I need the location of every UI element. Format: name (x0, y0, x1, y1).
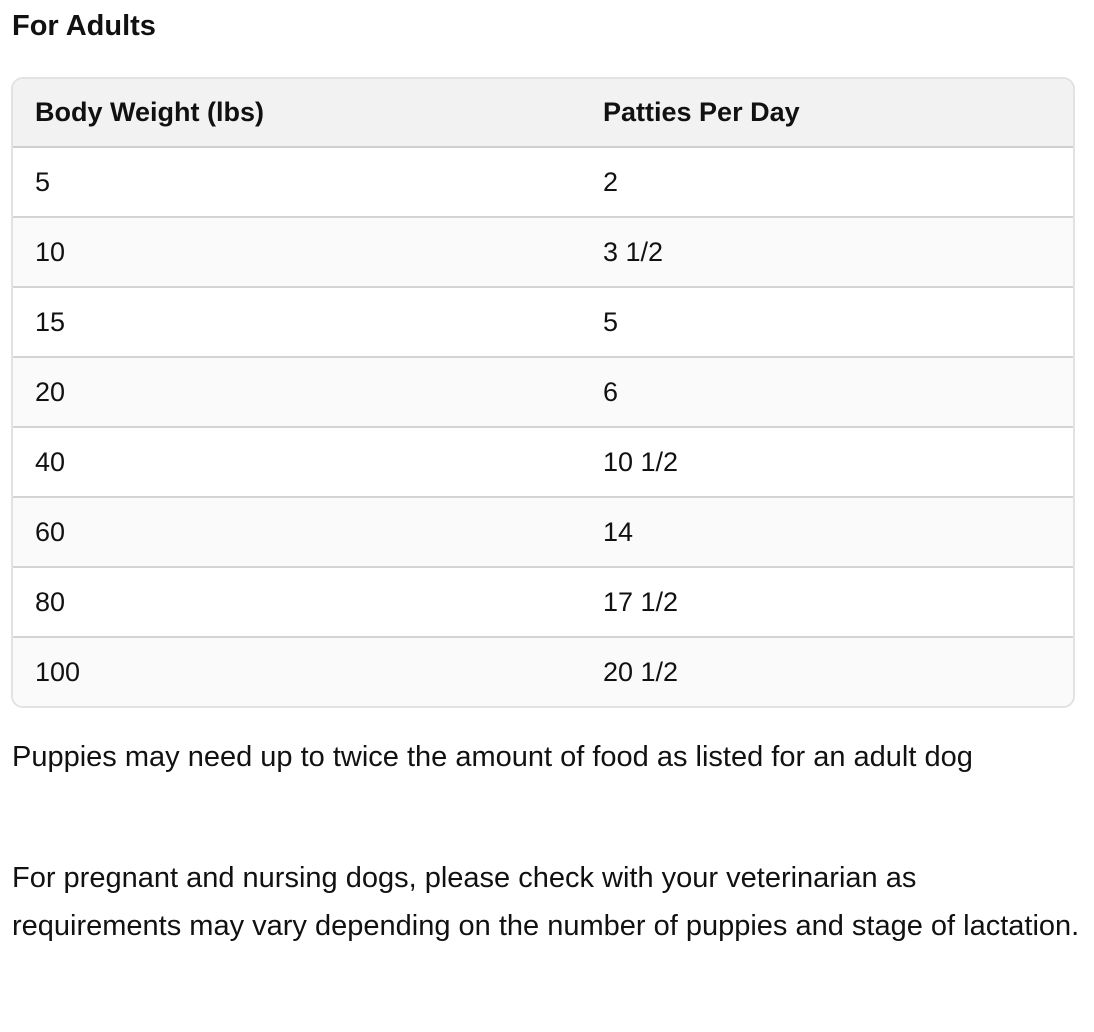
column-header-body-weight: Body Weight (lbs) (13, 79, 581, 147)
table-header-row (13, 79, 1073, 147)
table-row (13, 567, 1073, 637)
patties-cell: 10 1/2 (581, 427, 1073, 497)
body-weight-cell: 15 (13, 287, 581, 357)
section-title: For Adults (12, 10, 156, 42)
table-row (13, 287, 1073, 357)
table-row (13, 497, 1073, 567)
patties-cell: 6 (581, 357, 1073, 427)
puppies-note: Puppies may need up to twice the amount of food as listed for an adult dog (12, 741, 973, 773)
patties-cell: 3 1/2 (581, 217, 1073, 287)
table-row (13, 637, 1073, 706)
body-weight-cell: 100 (35, 656, 81, 687)
body-weight-cell: 60 (13, 497, 581, 567)
table-row (13, 147, 1073, 217)
body-weight-cell: 40 (13, 427, 581, 497)
body-weight-cell: 5 (13, 147, 581, 217)
patties-cell: 2 (581, 147, 1073, 217)
patties-cell: 5 (581, 287, 1073, 357)
feeding-table (11, 77, 1075, 708)
table-row (13, 217, 1073, 287)
table-row (13, 357, 1073, 427)
body-weight-cell: 10 (13, 217, 581, 287)
pregnant-nursing-note: For pregnant and nursing dogs, please check with your veterinarian as requirements may vary depending on the number of puppies and stage of lactation. (12, 862, 1080, 942)
body-weight-cell: 20 (13, 357, 581, 427)
patties-cell: 20 1/2 (603, 656, 679, 687)
table-row (13, 427, 1073, 497)
patties-cell: 17 1/2 (581, 567, 1073, 637)
patties-cell: 14 (581, 497, 1073, 567)
body-weight-cell: 80 (13, 567, 581, 637)
column-header-patties-per-day: Patties Per Day (581, 79, 1073, 147)
